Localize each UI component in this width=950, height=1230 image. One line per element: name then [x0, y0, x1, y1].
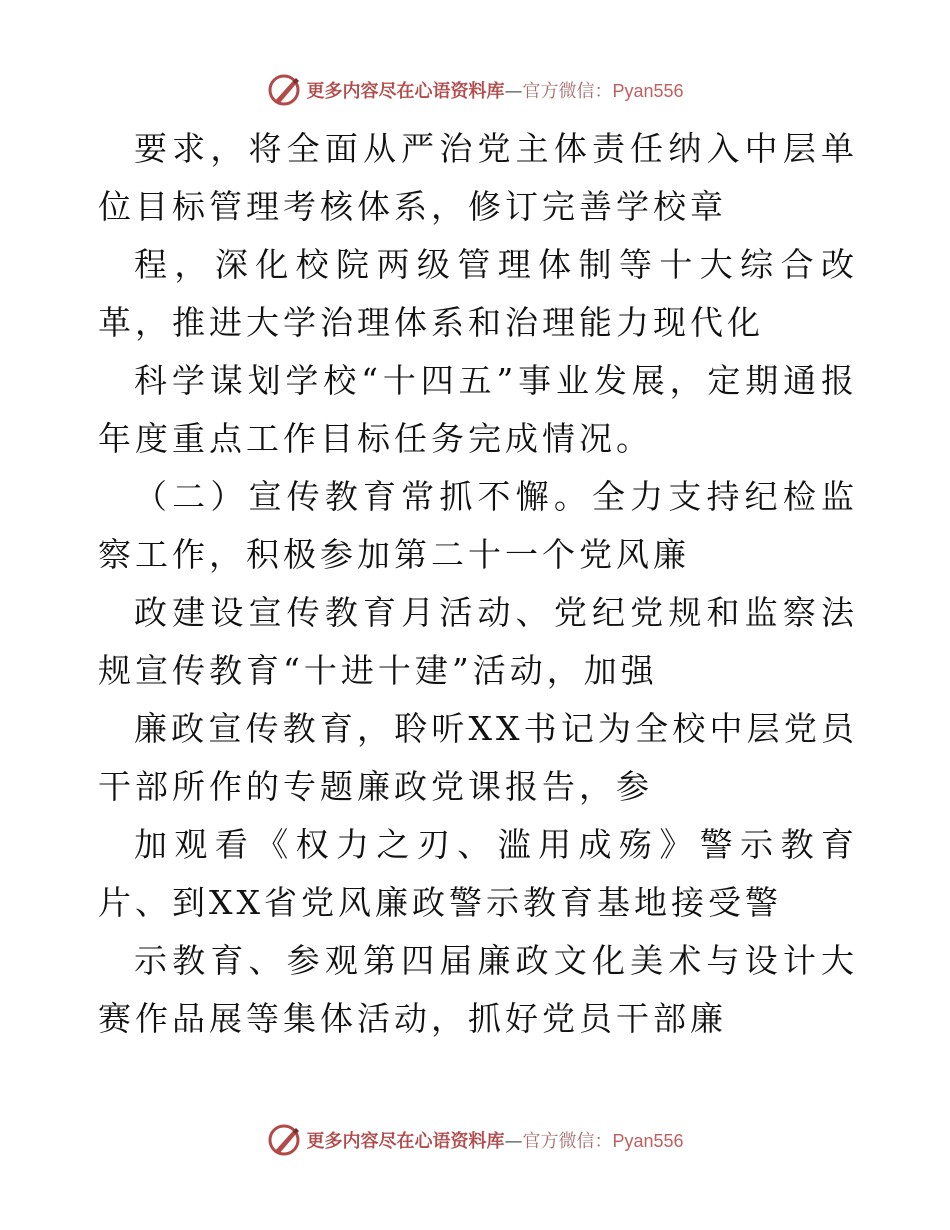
watermark-text [306, 1127, 683, 1153]
watermark-contact-label: 官方微信： [522, 81, 613, 102]
watermark-contact-label: 官方微信： [522, 1131, 613, 1152]
pen-circle-logo-icon [266, 72, 302, 108]
pen-circle-logo-icon [266, 1122, 302, 1158]
paragraph: 加观看《权力之刃、滥用成殇》警示教育片、到XX省党风廉政警示教育基地接受警 [98, 825, 858, 922]
paragraph: 要求，将全面从严治党主体责任纳入中层单位目标管理考核体系，修订完善学校章 [98, 129, 858, 226]
paragraph: 科学谋划学校“十四五”事业发展，定期通报年度重点工作目标任务完成情况。 [98, 361, 858, 458]
paragraph: （二）宣传教育常抓不懈。全力支持纪检监察工作，积极参加第二十一个党风廉 [98, 477, 858, 574]
header-watermark [0, 70, 950, 110]
watermark-title: 更多内容尽在心语资料库 [306, 81, 505, 102]
paragraph: 程，深化校院两级管理体制等十大综合改革，推进大学治理体系和治理能力现代化 [98, 245, 858, 342]
watermark-separator: — [504, 81, 523, 102]
paragraph: 示教育、参观第四届廉政文化美术与设计大赛作品展等集体活动，抓好党员干部廉 [98, 941, 858, 1038]
watermark-separator: — [504, 1131, 523, 1152]
watermark-text [306, 77, 683, 103]
document-body [98, 120, 858, 1048]
watermark-contact-id: Pyan556 [612, 81, 684, 101]
paragraph: 廉政宣传教育，聆听XX书记为全校中层党员干部所作的专题廉政党课报告，参 [98, 709, 858, 806]
watermark-title: 更多内容尽在心语资料库 [306, 1131, 505, 1152]
watermark-contact-id: Pyan556 [612, 1131, 684, 1151]
footer-watermark [0, 1120, 950, 1160]
paragraph: 政建设宣传教育月活动、党纪党规和监察法规宣传教育“十进十建”活动，加强 [98, 593, 858, 690]
